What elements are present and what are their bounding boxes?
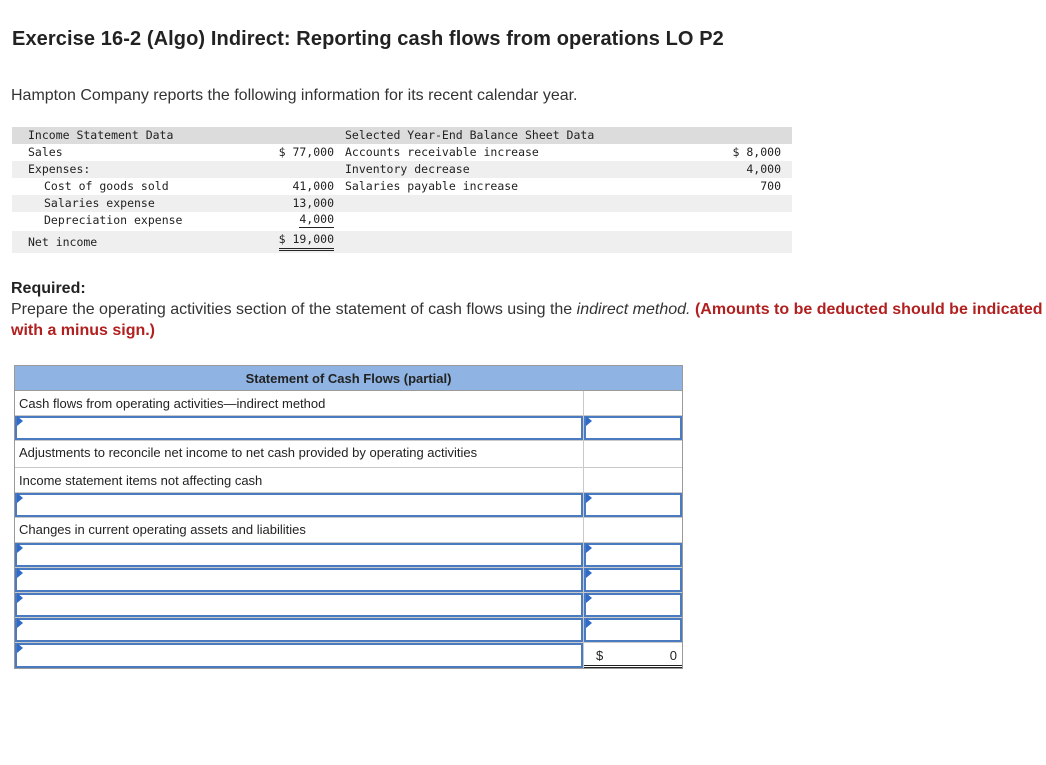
row6-amount-input[interactable]	[584, 618, 682, 642]
row1-label-cell	[15, 416, 584, 440]
inventory-label: Inventory decrease	[345, 162, 470, 176]
adjustments-amount	[584, 441, 682, 467]
salaries-value: 13,000	[292, 196, 334, 210]
depreciation-label: Depreciation expense	[44, 213, 183, 227]
row6-amount-cell	[584, 618, 682, 642]
changes-amount	[584, 518, 682, 542]
cogs-label: Cost of goods sold	[44, 179, 169, 193]
row2-amount-input[interactable]	[584, 493, 682, 517]
expenses-label: Expenses:	[28, 162, 91, 176]
total-label-input[interactable]	[15, 643, 583, 668]
row2-amount-cell	[584, 493, 682, 517]
row1-amount-input[interactable]	[584, 416, 682, 440]
row4-amount-cell	[584, 568, 682, 592]
income-items-label: Income statement items not affecting cash	[15, 468, 584, 492]
net-income-value: $ 19,000	[279, 231, 334, 251]
data-row-expenses	[12, 161, 792, 178]
salaries-payable-label: Salaries payable increase	[345, 179, 519, 193]
operating-activities-label: Cash flows from operating activities—indirect method	[15, 391, 584, 415]
total-amount-cell	[584, 643, 682, 668]
row-change-entry-1	[15, 543, 682, 568]
intro-text: Hampton Company reports the following information for its recent calendar year.	[11, 87, 578, 104]
ar-value: $ 8,000	[732, 145, 781, 159]
net-income-label: Net income	[28, 235, 98, 249]
row-net-income-entry	[15, 416, 682, 441]
row-change-entry-2	[15, 568, 682, 593]
row-depreciation-entry	[15, 493, 682, 518]
cash-flow-statement	[14, 365, 683, 669]
sales-value: $ 77,000	[278, 145, 334, 159]
row4-label-cell	[15, 568, 584, 592]
statement-title	[15, 366, 682, 391]
row5-amount-input[interactable]	[584, 593, 682, 617]
sales-label: Sales	[28, 145, 63, 159]
ar-label: Accounts receivable increase	[345, 145, 539, 159]
row3-label-cell	[15, 543, 584, 567]
inventory-value: 4,000	[746, 162, 781, 176]
data-row-sales	[12, 144, 792, 161]
row-adjustments	[15, 441, 682, 468]
total-amount-display	[584, 643, 682, 668]
data-row-depreciation	[12, 212, 792, 229]
row-change-entry-3	[15, 593, 682, 618]
adjustments-label: Adjustments to reconcile net income to net cash provided by operating activities	[15, 441, 584, 467]
row-changes	[15, 518, 682, 543]
operating-activities-amount	[584, 391, 682, 415]
balance-sheet-header: Selected Year-End Balance Sheet Data	[345, 128, 595, 142]
row4-amount-input[interactable]	[584, 568, 682, 592]
page-title: Exercise 16-2 (Algo) Indirect: Reporting cash flows from operations LO P2	[12, 28, 724, 50]
row-total	[15, 643, 682, 668]
total-label-cell	[15, 643, 584, 668]
cogs-value: 41,000	[292, 179, 334, 193]
row2-label-cell	[15, 493, 584, 517]
data-row-cogs	[12, 178, 792, 195]
row5-label-input[interactable]	[15, 593, 583, 617]
row5-amount-cell	[584, 593, 682, 617]
changes-label: Changes in current operating assets and liabilities	[15, 518, 584, 542]
row-income-items	[15, 468, 682, 493]
row6-label-cell	[15, 618, 584, 642]
row-change-entry-4	[15, 618, 682, 643]
statement-title-text: Statement of Cash Flows (partial)	[245, 371, 452, 386]
depreciation-value: 4,000	[299, 212, 334, 226]
row-operating-activities	[15, 391, 682, 416]
row3-amount-input[interactable]	[584, 543, 682, 567]
row3-label-input[interactable]	[15, 543, 583, 567]
total-currency: $	[596, 648, 604, 663]
salaries-label: Salaries expense	[44, 196, 155, 210]
row4-label-input[interactable]	[15, 568, 583, 592]
row2-label-input[interactable]	[15, 493, 583, 517]
required-note: (Amounts to be deducted should be indicated with a minus sign.)	[11, 301, 1043, 339]
data-row-net-income	[12, 231, 792, 253]
required-text: Prepare the operating activities section of the statement of cash flows using the	[11, 301, 577, 318]
data-header-row	[12, 127, 792, 144]
salaries-payable-value: 700	[760, 179, 781, 193]
row1-amount-cell	[584, 416, 682, 440]
row3-amount-cell	[584, 543, 682, 567]
row5-label-cell	[15, 593, 584, 617]
row1-label-input[interactable]	[15, 416, 583, 440]
total-value: 0	[669, 648, 677, 663]
data-row-salaries	[12, 195, 792, 212]
required-label: Required:	[11, 280, 86, 297]
required-section	[11, 278, 1046, 341]
required-method: indirect method.	[576, 301, 691, 318]
income-items-amount	[584, 468, 682, 492]
row6-label-input[interactable]	[15, 618, 583, 642]
financial-data-table	[12, 127, 792, 253]
income-statement-header: Income Statement Data	[28, 128, 174, 142]
